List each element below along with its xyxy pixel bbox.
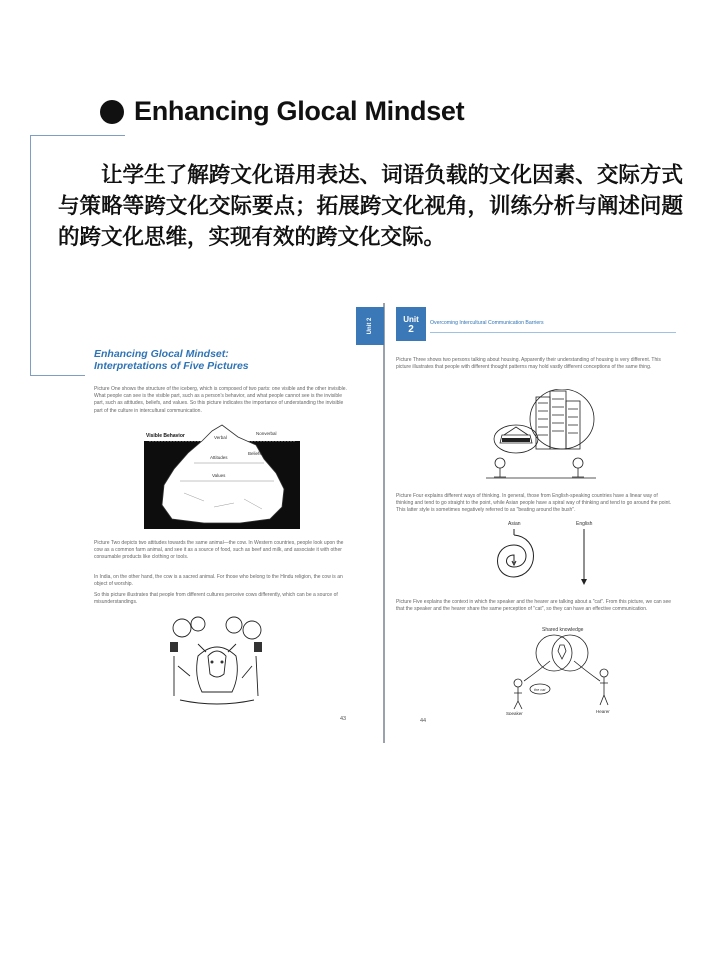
iceberg-nonverbal-label: Nonverbal bbox=[256, 431, 277, 436]
iceberg-beliefs-label: Beliefs bbox=[248, 451, 262, 456]
iceberg-verbal-label: Verbal bbox=[214, 435, 227, 440]
left-page bbox=[90, 348, 380, 728]
asian-label: Asian bbox=[508, 521, 521, 527]
textbook-spread bbox=[90, 303, 680, 743]
unit-badge: Unit 2 bbox=[396, 307, 426, 341]
bullet-icon bbox=[100, 100, 124, 124]
chapter-header: Overcoming Intercultural Communication Barriers bbox=[430, 320, 676, 333]
english-label: English bbox=[576, 521, 593, 527]
slide-title bbox=[100, 96, 464, 127]
picture-five-text: Picture Five explains the context in which the speaker and the hearer are talking about a "cat". From this picture, we can see that the speaker and the hearer share the same perception of "cat", so they can have an effective communication. bbox=[396, 599, 672, 613]
thinking-styles-illustration bbox=[496, 519, 616, 591]
book-spine bbox=[383, 303, 385, 743]
hearer-label: Hearer bbox=[596, 709, 610, 714]
frame-line-top bbox=[30, 135, 125, 136]
iceberg-values-label: Values bbox=[212, 473, 226, 478]
slide-title-text: Enhancing Glocal Mindset bbox=[134, 96, 465, 126]
picture-two-india-text: In India, on the other hand, the cow is a sacred animal. For those who belong to the Hindu religion, the cow is an object of worship. bbox=[94, 574, 343, 588]
left-page-number: 43 bbox=[340, 716, 347, 722]
picture-three-text: Picture Three shows two persons talking about housing. Apparently their understanding of housing is very different. This picture illustrates that people with different thought patterns may hold vastly different conceptions of the same thing. bbox=[396, 357, 661, 371]
housing-illustration bbox=[486, 389, 596, 479]
shared-knowledge-label: Shared knowledge bbox=[542, 627, 584, 633]
iceberg-illustration bbox=[144, 423, 300, 529]
speaker-label: Speaker bbox=[506, 711, 523, 715]
cow-illustration bbox=[168, 616, 266, 708]
picture-four-text: Picture Four explains different ways of thinking. In general, those from English-speaking countries have a linear way of thinking and tend to go straight to the point, while Asian people have a spiral way of thinking and tend to go around the point. This latter style is sometimes negatively referred to as "beating around the bush". bbox=[396, 493, 672, 514]
communication-illustration bbox=[504, 625, 624, 715]
unit-side-tab: Unit 2 bbox=[356, 307, 384, 345]
picture-one-text: Picture One shows the structure of the iceberg, which is composed of two parts: one visible and the other invisible. What people can see is the visible part, such as a person's behavior, and what people cannot see is the invisible part, such as attitudes, beliefs, and values. So this picture indicates the importance of understanding the invisible part of the culture in intercultural communication. bbox=[94, 386, 347, 414]
frame-line-bottom bbox=[30, 375, 85, 376]
picture-two-text: Picture Two depicts two attitudes towards the same animal—the cow. In Western countries, people look upon the cow as a common farm animal, and see it as a source of food, such as beef and milk, and associate it with other consumable products like clothing or tools. bbox=[94, 540, 344, 561]
frame-line-left bbox=[30, 135, 31, 375]
iceberg-attitudes-label: Attitudes bbox=[210, 455, 228, 460]
cat-bubble-label: the cat bbox=[534, 688, 546, 692]
right-page bbox=[367, 303, 680, 743]
slide-body-text: 让学生了解跨文化语用表达、词语负载的文化因素、交际方式与策略等跨文化交际要点；拓展跨文化视角，训练分析与阐述问题的跨文化思维，实现有效的跨文化交际。 bbox=[58, 163, 683, 250]
left-page-title: Enhancing Glocal Mindset: Interpretations of Five Pictures bbox=[94, 348, 249, 372]
right-page-number: 44 bbox=[420, 718, 427, 724]
picture-two-summary-text: So this picture illustrates that people from different cultures perceive cows differently, which can be a source of misunderstandings. bbox=[94, 592, 338, 606]
iceberg-visible-label: Visible Behavior bbox=[146, 433, 185, 439]
